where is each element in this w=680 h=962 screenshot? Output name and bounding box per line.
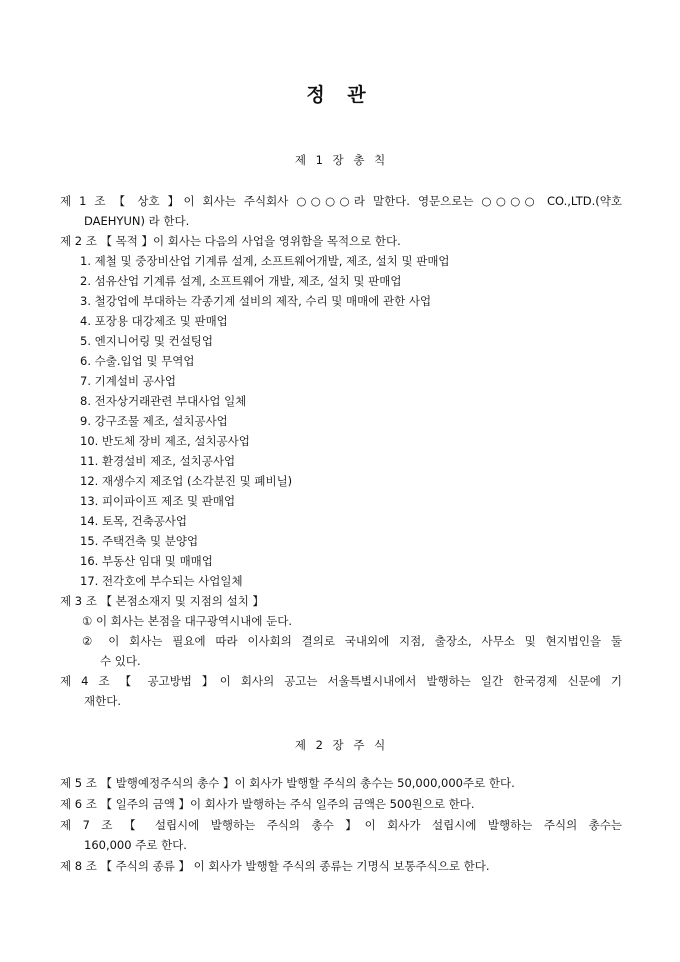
article-4-line-2: 재한다. — [84, 694, 121, 708]
article-1-line-2: DAEHYUN) 라 한다. — [84, 214, 190, 228]
article-3-clause-2-line-1: ② 이 회사는 필요에 따라 이사회의 결의로 국내외에 지점, 출장소, 사무소 및 현지법인을 둘 — [82, 634, 622, 648]
article-2-item: 9. 강구조물 제조, 설치공사업 — [80, 414, 228, 428]
article-4-line-1: 제 4 조 【 공고방법 】이 회사의 공고는 서울특별시내에서 발행하는 일간 한국경제 신문에 기 — [60, 674, 622, 688]
article-2-item: 11. 환경설비 제조, 설치공사업 — [80, 454, 236, 468]
article-2-item: 17. 전각호에 부수되는 사업일체 — [80, 574, 243, 588]
article-2-item: 13. 피이파이프 제조 및 판매업 — [80, 494, 236, 508]
article-2-item: 7. 기계설비 공사업 — [80, 374, 177, 388]
article-6-line: 제 6 조 【 일주의 금액 】이 회사가 발행하는 주식 일주의 금액은 500원으로 한다. — [60, 797, 475, 811]
article-2-item: 1. 제철 및 중장비산업 기계류 설계, 소프트웨어개발, 제조, 설치 및 판매업 — [80, 254, 450, 268]
article-5-line: 제 5 조 【 발행예정주식의 총수 】이 회사가 발행할 주식의 총수는 50,000,000주로 한다. — [60, 776, 515, 790]
article-8-line: 제 8 조 【 주식의 종류 】 이 회사가 발행할 주식의 종류는 기명식 보통주식으로 한다. — [60, 859, 490, 873]
article-2-item: 16. 부동산 임대 및 매매업 — [80, 554, 213, 568]
article-3-heading: 제 3 조 【 본점소재지 및 지점의 설치 】 — [60, 594, 264, 608]
article-2-item: 12. 재생수지 제조업 (소각분진 및 폐비닐) — [80, 474, 293, 488]
document-title: 정 관 — [306, 84, 374, 106]
article-7-line-1: 제 7 조 【 설립시에 발행하는 주식의 총수 】이 회사가 설립시에 발행하는 주식의 총수는 — [60, 818, 622, 832]
chapter-1-heading: 제 1 장 총 칙 — [294, 153, 386, 167]
article-2-item: 2. 섬유산업 기계류 설계, 소프트웨어 개발, 제조, 설치 및 판매업 — [80, 274, 402, 288]
article-2-heading: 제 2 조 【 목적 】이 회사는 다음의 사업을 영위함을 목적으로 한다. — [60, 234, 401, 248]
article-1-line-1: 제 1 조 【 상호 】이 회사는 주식회사 ○○○○라 말한다. 영문으로는 ○○○○ CO.,LTD.(약호 — [60, 194, 622, 208]
article-2-item: 5. 엔지니어링 및 컨설팅업 — [80, 334, 214, 348]
article-2-item: 14. 토목, 건축공사업 — [80, 514, 188, 528]
article-2-item: 15. 주택건축 및 분양업 — [80, 534, 199, 548]
article-2-item: 6. 수출.입업 및 무역업 — [80, 354, 195, 368]
article-3-clause-1: ① 이 회사는 본점을 대구광역시내에 둔다. — [82, 614, 292, 628]
article-3-clause-2-line-2: 수 있다. — [100, 654, 141, 668]
article-2-item: 4. 포장용 대강제조 및 판매업 — [80, 314, 228, 328]
article-7-line-2: 160,000 주로 한다. — [84, 838, 187, 852]
chapter-2-heading: 제 2 장 주 식 — [294, 738, 386, 752]
article-2-item: 8. 전자상거래관련 부대사업 일체 — [80, 394, 247, 408]
article-2-item: 3. 철강업에 부대하는 각종기계 설비의 제작, 수리 및 매매에 관한 사업 — [80, 294, 432, 308]
article-2-item: 10. 반도체 장비 제조, 설치공사업 — [80, 434, 250, 448]
